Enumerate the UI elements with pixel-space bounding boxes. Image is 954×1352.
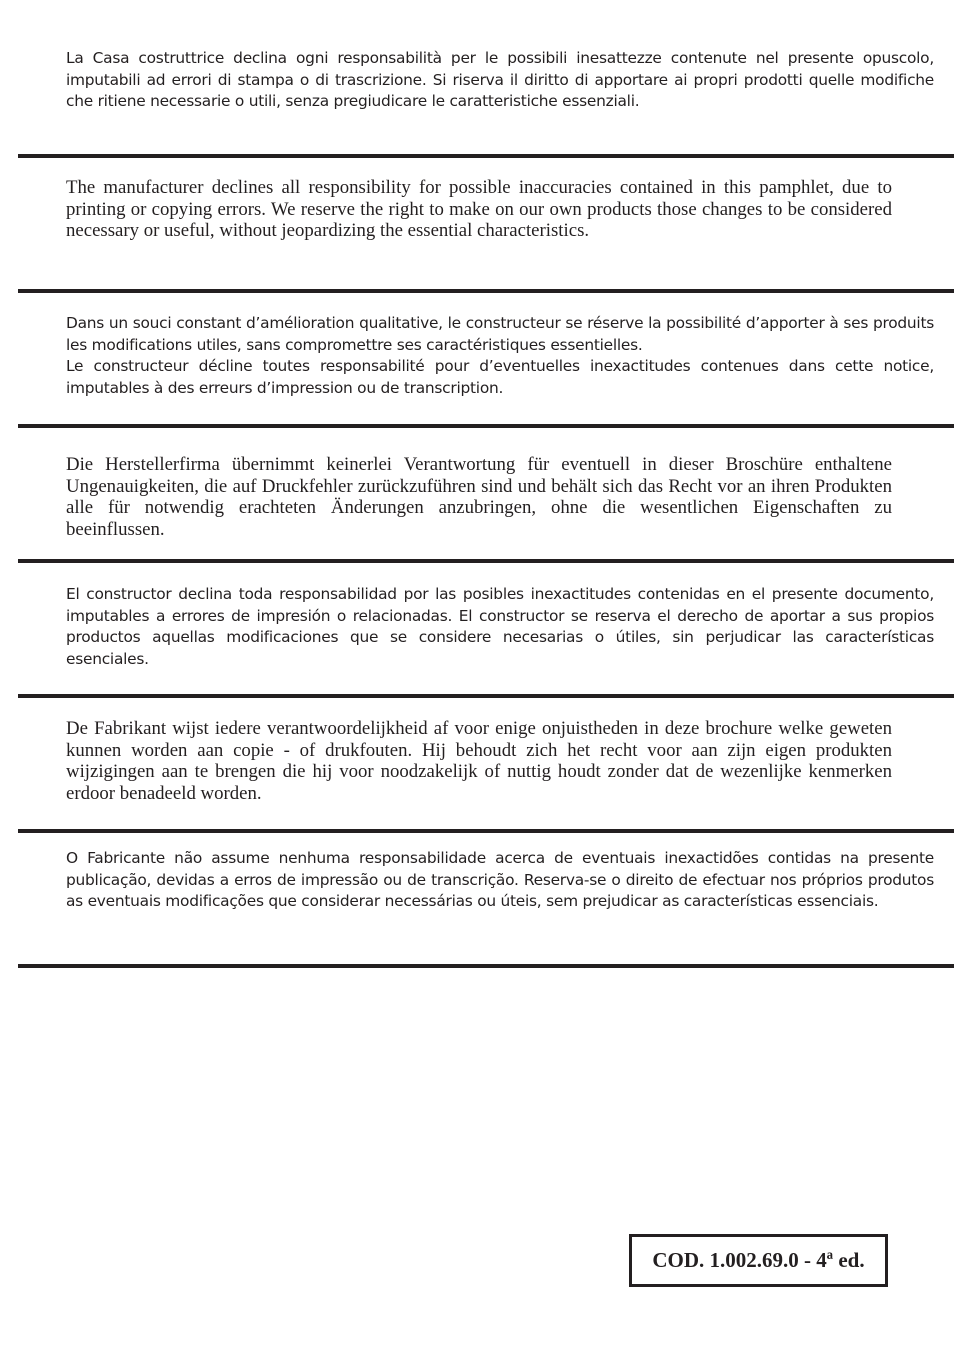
notice-english: The manufacturer declines all responsibility for possible inaccuracies contained in this pamphlet, due to printing or copying errors. We reserve the right to make on our own products those changes to be considered necessary or useful, without jeopardizing the essential characteristics. [66,177,892,242]
notice-french [66,313,934,399]
divider [18,289,954,293]
document-code: COD. 1.002.69.0 - 4ª ed. [652,1248,865,1272]
notice-german: Die Herstellerfirma übernimmt keinerlei Verantwortung für eventuell in dieser Broschüre enthaltene Ungenauigkeiten, die auf Druckfehler zurückzuführen sind und behält sich das Recht vor an ihren Produkten alle für notwendig erachteten Änderungen anzubringen, ohne die wesentlichen Eigenschaften zu beeinflussen. [66,454,892,541]
divider [18,964,954,968]
notice-dutch: De Fabrikant wijst iedere verantwoordelijkheid af voor enige onjuistheden in deze brochure welke geweten kunnen worden aan copie - of drukfouten. Hij behoudt zich het recht voor aan zijn eigen produkten wijzigingen aan te brengen die hij voor noodzakelijk of nuttig houdt zonder dat de wezenlijke kenmerken erdoor benadeeld worden. [66,718,892,805]
divider [18,559,954,563]
divider [18,694,954,698]
divider [18,154,954,158]
notice-spanish: El constructor declina toda responsabilidad por las posibles inexactitudes contenidas en el presente documento, imputables a errores de impresión o relacionadas. El constructor se reserva el derecho de aportar a sus propios productos aquellas modificaciones que se considere necesarias o útiles, sin perjudicar las características esenciales. [66,585,934,668]
divider [18,829,954,833]
divider [18,424,954,428]
notice-portuguese: O Fabricante não assume nenhuma responsabilidade acerca de eventuais inexactidões contidas na presente publicação, devidas a erros de impressão ou de transcrição. Reserva-se o direito de efectuar nos próprios produtos as eventuais modificações que considerar necessárias ou úteis, sem prejudicar as características essenciais. [66,849,934,911]
notice-french-paragraph-1: Dans un souci constant d’amélioration qualitative, le constructeur se réserve la possibilité d’apporter à ses produits les modifications utiles, sans compromettre ses caractéristiques essentielles. [66,314,934,354]
notice-italian: La Casa costruttrice declina ogni responsabilità per le possibili inesattezze contenute nel presente opuscolo, imputabili ad errori di stampa o di trascrizione. Si riserva il diritto di apportare ai propri prodotti quelle modifiche che ritiene necessarie o utili, senza pregiudicare le caratteristiche essenziali. [66,49,934,111]
notice-french-paragraph-2: Le constructeur décline toutes responsabilité pour d’eventuelles inexactitudes contenues dans cette notice, imputables à des erreurs d’impression ou de transcription. [66,357,934,397]
document-code-box [629,1234,888,1287]
